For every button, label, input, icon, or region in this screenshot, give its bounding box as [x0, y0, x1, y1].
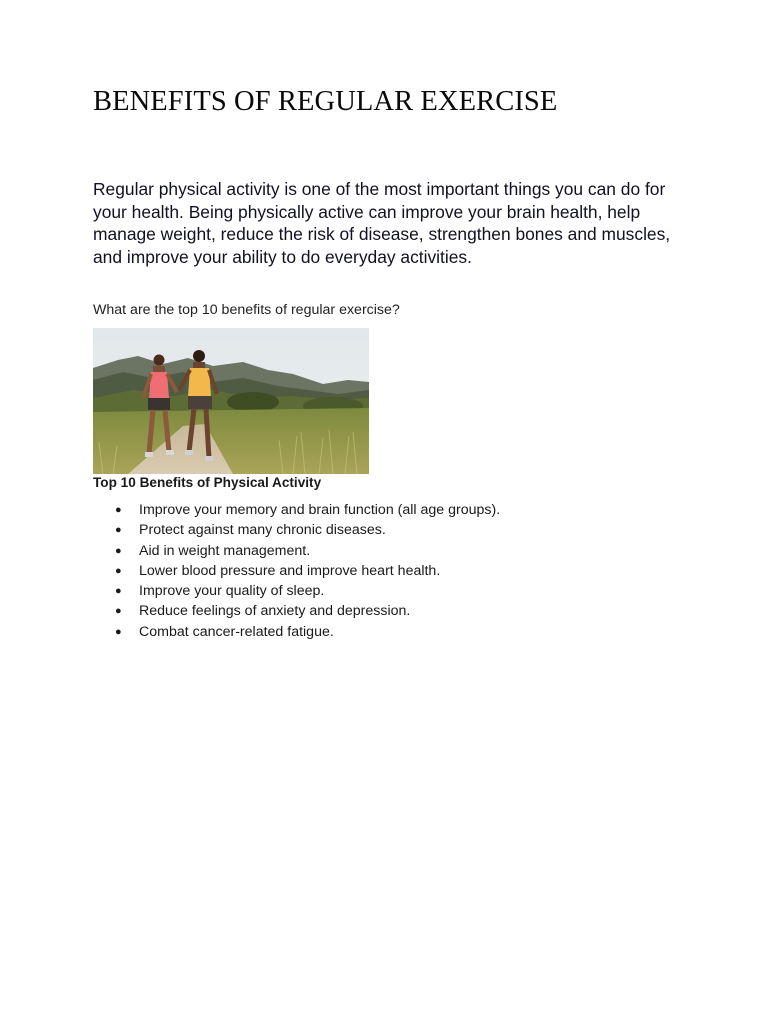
bullet-icon: ●: [115, 524, 122, 537]
bullet-icon: ●: [115, 544, 122, 557]
benefits-list: [113, 500, 500, 642]
list-item: [113, 622, 500, 642]
list-item: [113, 500, 500, 520]
list-item: [113, 581, 500, 601]
list-item-text: Improve your quality of sleep.: [139, 583, 325, 600]
question-text: What are the top 10 benefits of regular exercise?: [93, 302, 400, 318]
hikers-photo: [93, 328, 369, 474]
page-title: BENEFITS OF REGULAR EXERCISE: [93, 86, 558, 117]
bullet-icon: ●: [115, 585, 122, 598]
list-item-text: Protect against many chronic diseases.: [139, 522, 386, 539]
bullet-icon: ●: [115, 605, 122, 618]
bullet-icon: ●: [115, 564, 122, 577]
bullet-icon: ●: [115, 504, 122, 516]
list-item-text: Improve your memory and brain function (all age groups).: [139, 502, 501, 518]
benefits-subheading: Top 10 Benefits of Physical Activity: [93, 475, 322, 490]
bullet-icon: ●: [115, 625, 122, 638]
list-item: [113, 561, 500, 581]
list-item: [113, 601, 500, 621]
list-item: [113, 541, 500, 561]
list-item-text: Reduce feelings of anxiety and depression.: [139, 603, 411, 620]
list-item-text: Aid in weight management.: [139, 542, 311, 559]
intro-paragraph: Regular physical activity is one of the most important things you can do for your health. Being physically active can improve your brain health, help manage weight, reduce the risk of disease, strengthen bones and muscles, and improve your ability to do everyday activities.: [93, 179, 671, 267]
list-item-text: Lower blood pressure and improve heart health.: [139, 562, 441, 579]
list-item-text: Combat cancer-related fatigue.: [139, 623, 334, 640]
list-item: [113, 520, 500, 540]
